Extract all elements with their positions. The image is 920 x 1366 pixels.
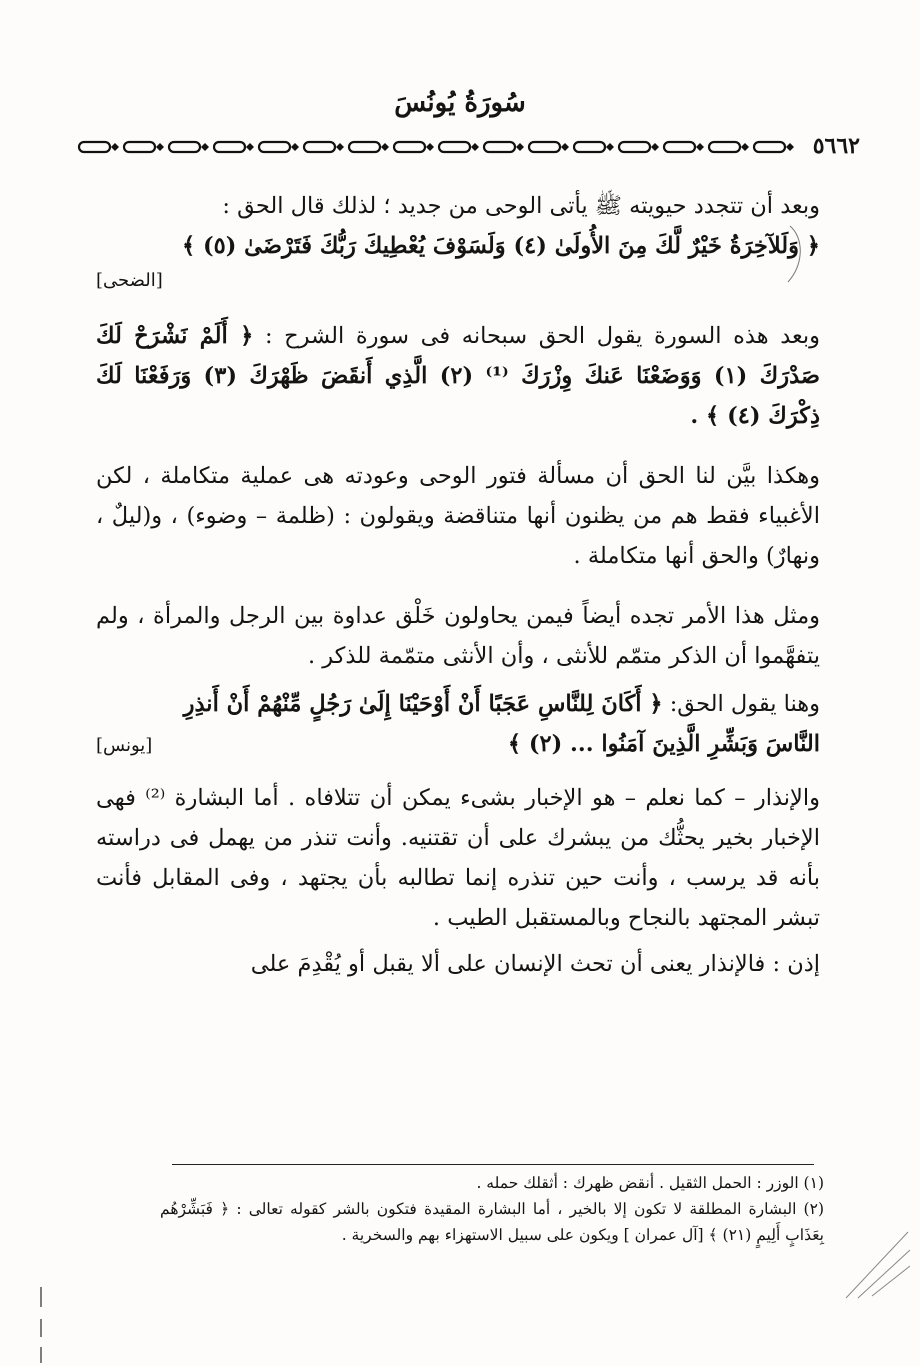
paragraph-1: وبعد أن تتجدد حيويته ﷺ يأتى الوحى من جديد ؛ لذلك قال الحق :	[222, 193, 820, 219]
paragraph-4: ومثل هذا الأمر تجده أيضاً فيمن يحاولون خَلْق عداوة بين الرجل والمرأة ، ولم يتفهَّموا أن الذكر متمّم للأنثى ، وأن الأنثى متمّمة للذكر .	[96, 603, 820, 669]
quran-verse-yunus-part1: ﴿ أَكَانَ لِلنَّاسِ عَجَبًا أَنْ أَوْحَيْنَا إِلَىٰ رَجُلٍ مِّنْهُمْ أَنْ أَنذِرِ	[183, 691, 663, 717]
paragraph-7: إذن : فالإنذار يعنى أن تحث الإنسان على ألا يقبل أو يُقْدِمَ على	[250, 951, 820, 977]
paragraph-5	[96, 684, 820, 724]
quran-verse-duha: ﴿ وَلَلآخِرَةُ خَيْرٌ لَّكَ مِنَ الأُولَىٰ (٤) وَلَسَوْفَ يُعْطِيكَ رَبُّكَ فَتَرْضَىٰ (٥) ﴾	[181, 233, 820, 259]
page-header	[60, 82, 860, 162]
page-body	[96, 186, 820, 984]
paragraph-2	[96, 316, 820, 436]
header-ornament-border	[74, 140, 794, 154]
quran-verse-sharh: ﴿ أَلَمْ نَشْرَحْ لَكَ صَدْرَكَ (١) وَوَضَعْنَا عَنكَ وِزْرَكَ ⁽¹⁾ (٢) الَّذِي أَنقَضَ ظَهْرَكَ (٣) وَرَفَعْنَا لَكَ ذِكْرَكَ (٤) ﴾ .	[96, 323, 820, 429]
margin-scribble	[842, 1210, 912, 1300]
footnotes	[160, 1170, 824, 1248]
paragraph-6: والإنذار – كما نعلم – هو الإخبار بشىء يمكن أن تتلافاه . أما البشارة ⁽²⁾ فهى الإخبار بخير يحثُّك من يبشرك على أن تقتنيه. وأنت تنذر من يهمل فى دراسته بأنه قد يرسب ، وأنت حين تنذره إنما تطالبه بأن يجتهد ، وفى المقابل فأنت تبشر المجتهد بالنجاح وبالمستقبل الطيب .	[96, 785, 820, 931]
quran-verse-yunus-part2: النَّاسَ وَبَشِّرِ الَّذِينَ آمَنُوا ... (٢) ﴾	[507, 731, 820, 757]
footnote-2: (٢) البشارة المطلقة لا تكون إلا بالخير ، أما البشارة المقيدة فتكون بالشر كقوله تعالى : ﴿ فَبَشِّرْهُم بِعَذَابٍ أَلِيمٍ (٢١) ﴾ [آل عمران ] ويكون على سبيل الاستهزاء بهم والسخرية .	[160, 1200, 824, 1244]
footnote-separator	[172, 1164, 814, 1165]
paragraph-5-intro: وهنا يقول الحق:	[669, 691, 820, 717]
paragraph-3: وهكذا بيَّن لنا الحق أن مسألة فتور الوحى وعودته هى عملية متكاملة ، لكن الأغبياء فقط هم من يظنون أنها متناقضة ويقولون : (ظلمة – وضوء) ، و(ليلٌ ، ونهارٌ) والحق أنها متكاملة .	[96, 463, 820, 569]
paragraph-2-text: وبعد هذه السورة يقول الحق سبحانه فى سورة الشرح :	[264, 323, 821, 349]
margin-line	[36, 1285, 46, 1365]
surah-title: سُورَةُ يُونُسَ	[394, 88, 526, 118]
verse-reference-duha: [الضحى]	[96, 270, 163, 291]
footnote-1: (١) الوزر : الحمل الثقيل . أنقض ظهرك : أثقلك حمله .	[476, 1174, 824, 1192]
verse-line-with-reference	[96, 724, 820, 766]
verse-reference-yunus: [يونس]	[96, 735, 153, 756]
page-number: ٥٦٦٢	[807, 132, 860, 160]
